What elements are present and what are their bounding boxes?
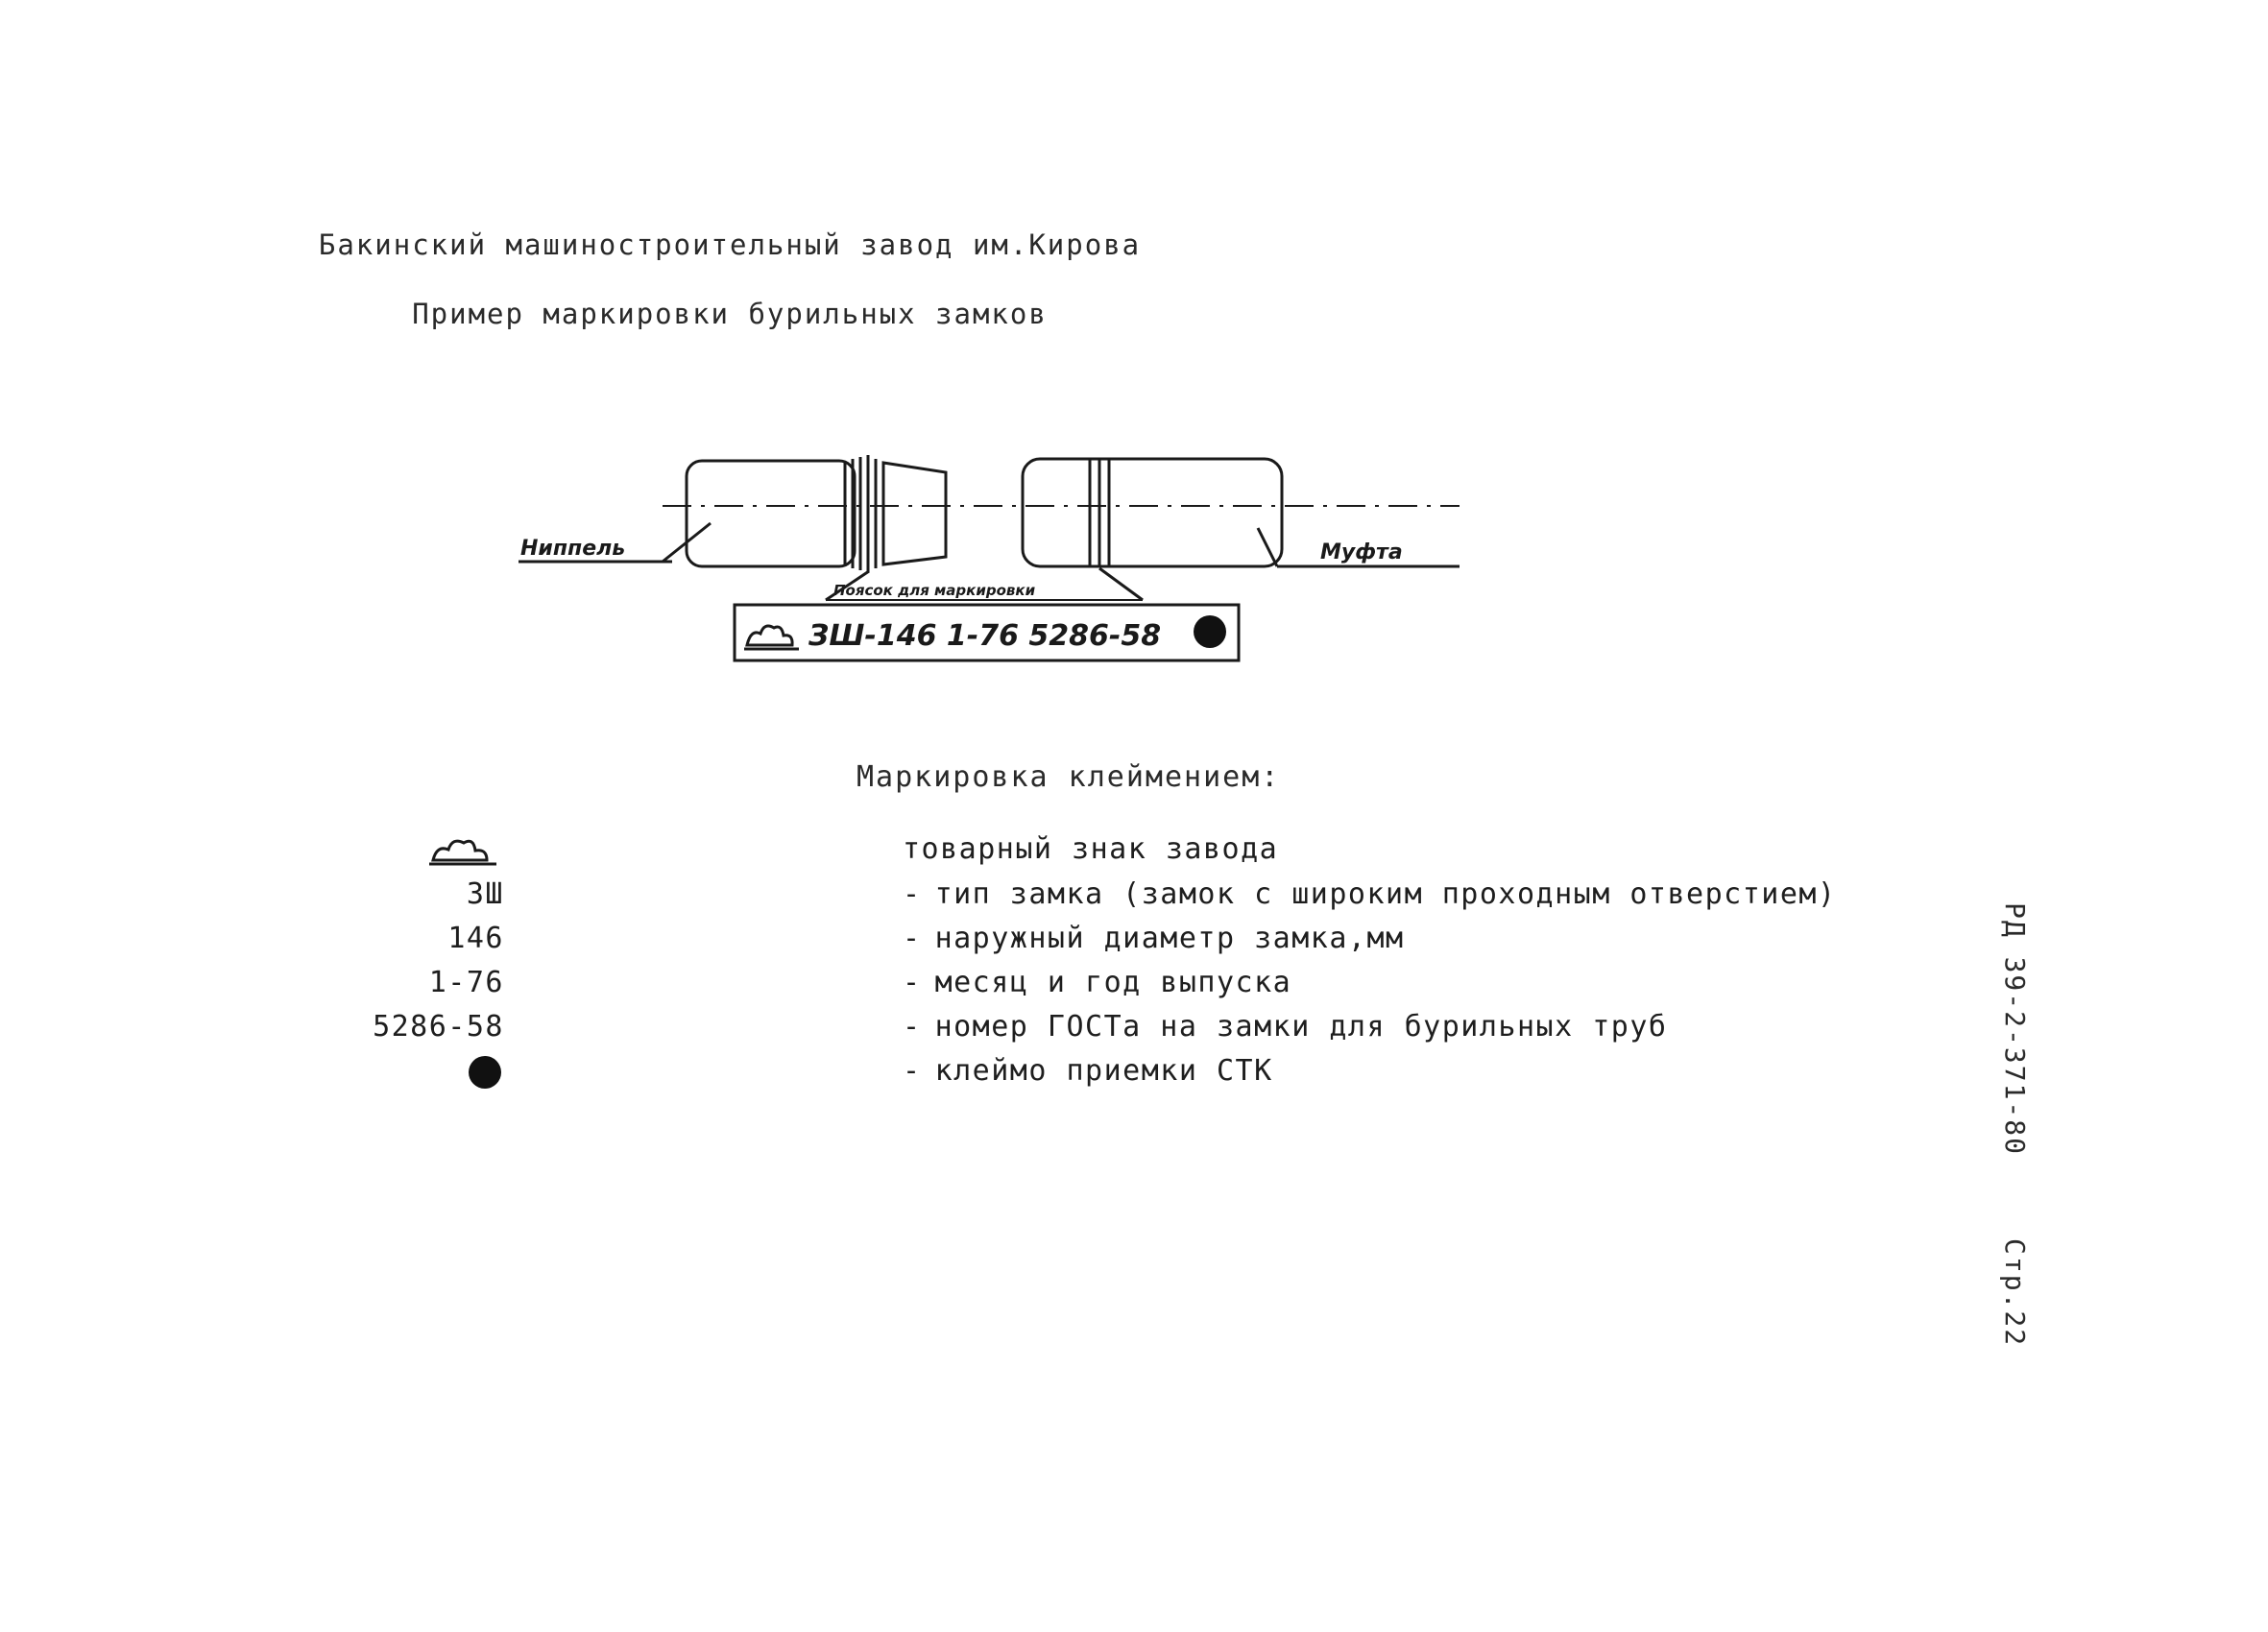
legend-dash: - bbox=[903, 966, 922, 999]
tool-joint-drawing bbox=[499, 432, 1479, 682]
legend-item-text: клеймо приемки СТК bbox=[934, 1054, 1273, 1088]
trademark-icon bbox=[427, 830, 504, 870]
coupling-body bbox=[1023, 459, 1282, 566]
legend-item-text: тип замка (замок с широким проходным отверстием) bbox=[934, 877, 1837, 911]
acceptance-stamp-icon bbox=[466, 1052, 504, 1092]
marking-band-label: Поясок для маркировки bbox=[833, 582, 1036, 599]
legend-item-key: 1-76 bbox=[428, 966, 504, 999]
legend-item-key: 5286-58 bbox=[373, 1010, 504, 1044]
nipple-label: Ниппель bbox=[520, 537, 626, 561]
legend-dash: - bbox=[903, 1010, 922, 1044]
legend-dash: - bbox=[903, 922, 922, 955]
stamp-trademark-icon bbox=[744, 626, 799, 649]
legend-item-text: товарный знак завода bbox=[903, 832, 1279, 866]
legend-item-text: номер ГОСТа на замки для бурильных труб bbox=[934, 1010, 1668, 1044]
legend-item bbox=[0, 1008, 1824, 1046]
legend-item-key: 146 bbox=[447, 922, 504, 955]
legend-item bbox=[0, 876, 1837, 914]
legend-item bbox=[0, 964, 1824, 1002]
document-subtitle: Пример маркировки бурильных замков bbox=[412, 298, 1048, 330]
legend-dash: - bbox=[903, 1054, 922, 1088]
legend-item-text: месяц и год выпуска bbox=[934, 966, 1292, 999]
legend-dash: - bbox=[903, 877, 922, 911]
legend-item-text: наружный диаметр замка,мм bbox=[934, 922, 1405, 955]
stamp-text: ЗШ-146 1-76 5286-58 bbox=[808, 619, 1162, 653]
nipple-body bbox=[687, 461, 855, 566]
page-number: Стр.22 bbox=[1999, 1238, 2031, 1348]
legend-item bbox=[0, 830, 1824, 869]
stamp-acceptance-icon bbox=[1194, 615, 1226, 648]
legend-heading: Маркировка клеймением: bbox=[857, 760, 1281, 794]
legend-item bbox=[0, 1052, 1824, 1091]
document-title: Бакинский машиностроительный завод им.Кирова bbox=[318, 228, 1142, 261]
nipple-pin-taper bbox=[883, 463, 946, 564]
coupling-leader bbox=[1258, 528, 1277, 566]
legend-item-key: ЗШ bbox=[466, 877, 504, 911]
coupling-label: Муфта bbox=[1320, 540, 1403, 564]
document-code: РД 39-2-371-80 bbox=[1999, 902, 2031, 1157]
legend-item bbox=[0, 920, 1824, 958]
